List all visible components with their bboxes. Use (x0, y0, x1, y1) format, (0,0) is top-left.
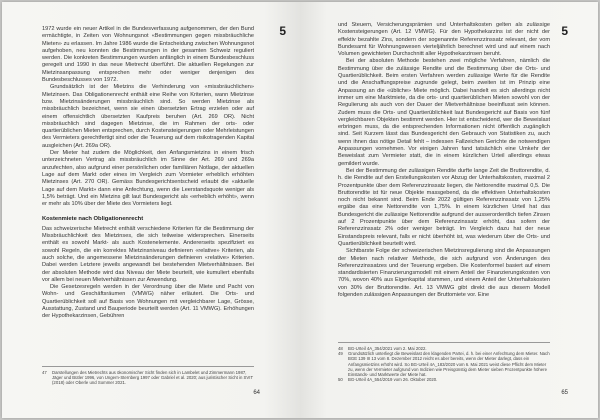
footnote (42, 370, 254, 386)
footnote (338, 377, 550, 382)
footnote-text: Darstellungen des Mietrechts aus ökonomischer Sicht finden sich in Lambelet und Zimmermann 1987, Jäger und Bütler 1996, von Ungern-Sternberg 1997 oder Gabriel et al. 2020; aus juristischer Sicht in SVIT (2018) oder Oberle und Sommer 2021. (52, 370, 254, 386)
footnote-text: BG-Urteil 4A_354/2021 vom 2. Mai 2022. (348, 346, 427, 351)
paragraph: Bei der absoluten Methode bestehen zwei mögliche Verfahren, nämlich die Bestimmung über die zulässige Rendite und die Bestimmung über die Orts- und Quartierüblichkeit. Beim ersten Verfahren werden zulässige Werte für die Rendite und die Anschaffungspreise zugrunde gelegt, beim zweiten ist im Prinzip eine Anpassung an die «übliche» Miete möglich. Dabei handelt es sich allerdings nicht immer um eine Marktmiete, da die orts- und quartierüblichen Mieten sowohl von der Regulierung als auch von der Dauer der Mietverhältnisse beeinflusst sein können. Zudem muss die Orts- und Quartierüblichkeit laut Bundesgericht auf Basis von fünf vergleichbaren Objekten bestimmt werden. Hier ist entscheidend, wer die Beweislast erbringen muss, da die entsprechenden Informationen nicht öffentlich zugänglich sind. Seit Kurzem lässt das Bundesgericht den Gebrauch von Statistiken zu, auch wenn ihnen das nötige Detail fehlt – indessen Fallzeichen Gerichte die notwendigen Anpassungen vornehmen. Vor einigen Jahren fand tatsächlich eine Umkehr der Beweislast zum Vermieter statt, die in einem kürzlichen Urteil allerdings etwas gemildert wurde. (338, 58, 550, 167)
paragraph: Das schweizerische Mietrecht enthält verschiedene Kriterien für die Bestimmung der Missbräuchlichkeit des Mietzinses, die sich teilweise widersprechen. Einerseits enthält es sowohl Markt- als auch Kostenelemente. Andererseits spezifiziert es sowohl Regeln, die ein korrektes Mietzinsniveau definieren «relative» Kriterien, als auch solche, die angemessene Mietzinsänderungen definieren «relative» Kriterien. Dabei werden Letztere jeweils angewandt bei bestehenden Mietverhältnissen. Bei der absoluten Methode wird das Niveau der Miete beurteilt, wie kumuliert ebenfalls vor allem bei neuen Mietverhältnissen zur Anwendung. (42, 225, 254, 283)
footnotes (338, 342, 550, 382)
footnote-text: BG-Urteil 4A_554/2019 vom 26. Oktober 2020. (348, 377, 438, 383)
chapter-number: 5 (561, 24, 568, 38)
paragraph: 1972 wurde ein neuer Artikel in die Bundesverfassung aufgenommen, der den Bund ermächtigte, in Zeiten von Wohnungsnot «Bestimmungen gegen missbräuchliche Mieten» zu erlassen. Im Jahre 1986 wurde die Entscheidung zwischen Wohnungsnot aufgehoben, neu konnten die Bestimmungen in der gesamten Schweiz reguliert werden. Die konkreten Bestimmungen wurden anfänglich in einem Bundesbeschluss geregelt und 1990 in das neue Mietrecht überführt. Die aktuellen Regelungen zur Mietzinsanpassung entsprechen mehr oder weniger denjenigen des Bundesbeschlusses von 1972. (42, 26, 254, 84)
left-page (2, 2, 300, 418)
chapter-number: 5 (279, 24, 286, 38)
body-text (338, 22, 550, 299)
paragraph: Bei der Bestimmung der zulässigen Rendite durfte lange Zeit die Bruttorendite, d. h. die Rendite auf den Erstellungskosten vor Abzug der Unterhaltskosten, maximal 2 Prozentpunkte über dem Referenzzinssatz liegen, die Nettorendite maximal 0,5. Die Bruttorendite ist für neue Objekte massgebend, da die effektiven Unterhaltskosten noch nicht bekannt sind. Beim Ende 2022 gültigen Referenzzinssatz von 1,25% ergäbe das eine Nettorendite von 1,75%. In einem kürzlichen Urteil hat das Bundesgericht die zulässige Nettorendite aufgrund der ausserordentlich tiefen Zinsen auf 2 Prozentpunkte über dem Referenzzinssatz erhöht, das sofern der Referenzzinssatz 2% oder weniger beträgt. Im Vergleich dazu hat der neue Einstandspreis relevant, falls er nicht überhöht ist, was wiederum über die Orts- und Quartierüblichkeit beurteilt wird. (338, 167, 550, 247)
footnote-number: 49 (338, 351, 343, 357)
section-heading: Kostenmiete nach Obligationenrecht (42, 216, 144, 223)
paragraph: und Steuern, Versicherungsprämien und Unterhaltskosten gelten als zulässige Kostensteigerungen (Art. 12 VMWG). Für den Hypothekarzins ist der nicht der effektiv bezahlte Zins, sondern der sogenannte Referenzzinssatz relevant, der vom Bundesamt für Wohnungswesen vierteljährlich berechnet wird und auf einem nach Volumen gewichteten Durchschnitt aller Hypothekarzinsen beruht. (338, 22, 550, 58)
footnote-number: 48 (338, 346, 343, 351)
paragraph: Grundsätzlich ist der Mietzins die Verhinderung von «missbräuchlichen» Mietzinsen. Das Obligationenrecht enthält eine Reihe von Kriterien, wann Mietzinse bzw. Mietzinsänderungen missbräuchlich sind. So werden Mietzinse als missbräuchlich bezeichnet, wenn sie einen übersetzten Ertrag erzielen oder auf einem offensichtlich übersetzten Kaufpreis beruhen (Art. 269 OR). Nicht missbräuchlich sind dagegen Mietzinse, die im Rahmen der orts- oder quartierüblichen Mieten entsprechen, durch Kostensteigerungen oder Mehrleistungen des Vermieters gerechtfertigt sind oder die Teuerung auf dem risikotragenden Kapital ausgleichen (Art. 269a OR). (42, 84, 254, 149)
footnote-number: 47 (42, 370, 47, 375)
paragraph: Sichtbarste Folge der schweizerischen Mietzinsregulierung sind die Anpassungen der Mieten nach relativer Methode, die sich aufgrund von Änderungen des Referenzzinssatzes und der Teuerung ergeben. Die Kostenformel basiert auf einem standardisierten Finanzierungsmodell mit einem Anteil der Finanzierungskosten von 70%, wovon 40% aus Eigenkapital stammen, und einem Anteil der Unterhaltskosten von 30% der Bruttorendite. Art. 13 VMWG gibt direkt die aus diesem Modell folgenden zulässigen Anpassungen der Bruttomiete vor. Eine (338, 248, 550, 298)
page-number: 64 (253, 390, 260, 396)
footnote-number: 50 (338, 377, 343, 383)
footnotes (42, 366, 254, 386)
body-text (42, 26, 254, 321)
footnote (338, 351, 550, 377)
paragraph: Der Mieter hat zudem die Möglichkeit, den Anfangsmietzins in einem frisch unterzeichneten Vertrag als missbräuchlich im Sinne der Art. 269 und 269a anzufechten, also aufgrund einer persönlichen oder familiären Notlage, der aktuellen Lage auf dem Markt oder eines im Vergleich zum Vormieter erheblich erhöhten Mietzinses (Art. 270 OR). Gemäss Bundesgerichtsentscheid erlaubt die «aktuelle Lage auf dem Markt» dann eine Anfechtung, wenn die Leerstandsquote weniger als 1,5% beträgt. Und ein Mietzins gilt laut Bundesgericht als «erheblich erhöht», wenn er mehr als 10% über der Miete des Vormieters liegt. (42, 150, 254, 208)
right-page (300, 2, 598, 418)
page-number: 65 (561, 390, 568, 396)
footnote-text: Grundsätzlich unterliegt die Beweislast den klagenden Partei, d. h. bei einer Anfechtung dem Mieter. Nach BGE 139 III 13 vom 8. Dezember 2012 reicht es aber bereits, wenn der Mieter darlegt, dass ein Anfangsmietzins erhöht wird. So BG-Urteil 4A_183/2020 vom 6. Mai 2021 weist diese Pflicht dem Mieter zu, wenn der Vermieter aufgrund von Indizien wie Preisgünstig dem Mieter sieben Prozentpunkte höhere Einstands- und Marktwerte der Miete hat. (348, 351, 550, 378)
paragraph: Die Gesetzesregeln werden in der Verordnung über die Miete und Pacht von Wohn- und Geschäftsräumen (VMWG) näher erläutert. Die Orts- und Quartierüblichkeit soll auf Basis von Wohnungen mit vergleichbarer Lage, Grösse, Ausstattung, Zustand und Bauperiode beurteilt werden (Art. 11 VMWG). Erhöhungen der Hypothekarzinsen, Gebühren (42, 284, 254, 320)
book-spread (2, 2, 598, 418)
